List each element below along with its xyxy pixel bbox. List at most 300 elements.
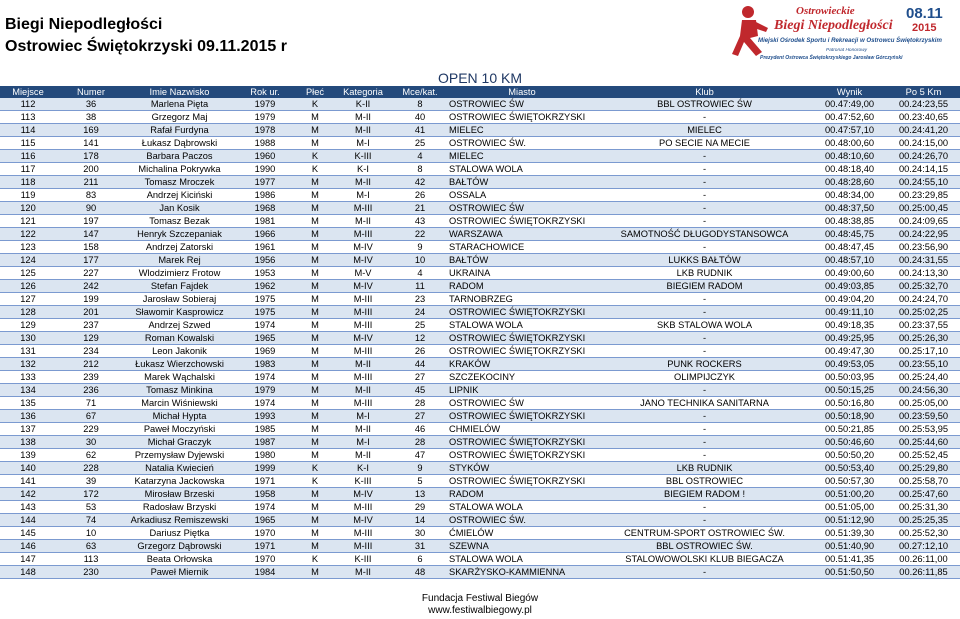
table-cell: 237 xyxy=(56,319,126,332)
table-cell: 00.25:24,40 xyxy=(887,371,960,384)
table-cell: Natalia Kwiecień xyxy=(126,462,233,475)
table-cell: 00.49:53,05 xyxy=(812,358,887,371)
table-row xyxy=(0,332,960,345)
footer-foundation: Fundacja Festiwal Biegów xyxy=(421,593,539,604)
table-cell: 120 xyxy=(0,202,56,215)
table-cell: 39 xyxy=(56,475,126,488)
table-cell: 1979 xyxy=(233,98,297,111)
table-cell: M-II xyxy=(333,384,393,397)
table-cell: LKB RUDNIK xyxy=(597,462,812,475)
table-cell: 53 xyxy=(56,501,126,514)
table-cell: Andrzej Zatorski xyxy=(126,241,233,254)
table-cell: 1969 xyxy=(233,345,297,358)
table-cell: 00.50:21,85 xyxy=(812,423,887,436)
logo-line2: Biegi Niepodległości xyxy=(774,18,893,33)
table-cell: M-III xyxy=(333,306,393,319)
table-cell: 12 xyxy=(393,332,447,345)
table-row xyxy=(0,527,960,540)
table-cell: 1975 xyxy=(233,306,297,319)
table-cell: 129 xyxy=(56,332,126,345)
table-cell: ĆMIELÓW xyxy=(447,527,597,540)
table-row xyxy=(0,176,960,189)
table-cell: - xyxy=(597,384,812,397)
table-cell: LKB RUDNIK xyxy=(597,267,812,280)
table-cell: - xyxy=(597,436,812,449)
table-cell: 00.50:46,60 xyxy=(812,436,887,449)
table-cell: OSTROWIEC ŚWIĘTOKRZYSKI xyxy=(447,436,597,449)
table-cell: RADOM xyxy=(447,488,597,501)
table-cell: - xyxy=(597,163,812,176)
table-cell: 201 xyxy=(56,306,126,319)
table-cell: K xyxy=(297,150,333,163)
table-cell: TARNOBRZEG xyxy=(447,293,597,306)
table-cell: 00.25:25,35 xyxy=(887,514,960,527)
table-cell: 1974 xyxy=(233,501,297,514)
table-cell: OLIMPIJCZYK xyxy=(597,371,812,384)
table-cell: SZCZEKOCINY xyxy=(447,371,597,384)
table-cell: M xyxy=(297,189,333,202)
table-cell: M xyxy=(297,215,333,228)
table-cell: 141 xyxy=(56,137,126,150)
logo-org: Miejski Ośrodek Sportu i Rekreacji w Ostrowcu Świętokrzyskim xyxy=(758,37,942,44)
column-header: Mce/kat. xyxy=(393,86,447,98)
table-cell: Grzegorz Maj xyxy=(126,111,233,124)
table-cell: M xyxy=(297,137,333,150)
page-subtitle: Ostrowiec Świętokrzyski 09.11.2015 r xyxy=(5,38,287,55)
table-cell: 133 xyxy=(0,371,56,384)
table-cell: - xyxy=(597,306,812,319)
table-cell: 1965 xyxy=(233,514,297,527)
table-cell: M-IV xyxy=(333,488,393,501)
table-cell: 00.51:05,00 xyxy=(812,501,887,514)
table-cell: 131 xyxy=(0,345,56,358)
table-row xyxy=(0,189,960,202)
table-row xyxy=(0,566,960,579)
table-cell: BAŁTÓW xyxy=(447,176,597,189)
table-cell: 00.51:50,50 xyxy=(812,566,887,579)
table-cell: Barbara Paczos xyxy=(126,150,233,163)
table-cell: 199 xyxy=(56,293,126,306)
table-row xyxy=(0,358,960,371)
table-cell: 116 xyxy=(0,150,56,163)
table-cell: 00.48:45,75 xyxy=(812,228,887,241)
table-cell: 117 xyxy=(0,163,56,176)
table-cell: 44 xyxy=(393,358,447,371)
table-cell: M-II xyxy=(333,566,393,579)
table-cell: M xyxy=(297,332,333,345)
table-cell: Paweł Moczyński xyxy=(126,423,233,436)
table-cell: 00.24:26,70 xyxy=(887,150,960,163)
page-title: Biegi Niepodległości xyxy=(5,16,163,33)
table-cell: 1961 xyxy=(233,241,297,254)
table-cell: 00.25:52,45 xyxy=(887,449,960,462)
table-cell: 28 xyxy=(393,436,447,449)
table-cell: 138 xyxy=(0,436,56,449)
table-cell: - xyxy=(597,215,812,228)
table-cell: 177 xyxy=(56,254,126,267)
table-cell: STARACHOWICE xyxy=(447,241,597,254)
table-cell: 00.51:39,30 xyxy=(812,527,887,540)
table-cell: 00.48:57,10 xyxy=(812,254,887,267)
table-row xyxy=(0,410,960,423)
table-cell: Tomasz Bezak xyxy=(126,215,233,228)
table-cell: 00.25:52,30 xyxy=(887,527,960,540)
table-cell: - xyxy=(597,566,812,579)
table-cell: 21 xyxy=(393,202,447,215)
table-cell: 158 xyxy=(56,241,126,254)
table-cell: M-IV xyxy=(333,241,393,254)
table-cell: 00.50:03,95 xyxy=(812,371,887,384)
table-cell: 139 xyxy=(0,449,56,462)
table-cell: M-III xyxy=(333,371,393,384)
table-cell: 00.48:38,85 xyxy=(812,215,887,228)
table-cell: 00.25:17,10 xyxy=(887,345,960,358)
table-cell: 11 xyxy=(393,280,447,293)
table-cell: 1958 xyxy=(233,488,297,501)
table-cell: 00.48:10,60 xyxy=(812,150,887,163)
table-cell: Dariusz Piętka xyxy=(126,527,233,540)
table-cell: 1990 xyxy=(233,163,297,176)
table-cell: M xyxy=(297,397,333,410)
table-cell: 228 xyxy=(56,462,126,475)
table-cell: 172 xyxy=(56,488,126,501)
table-cell: - xyxy=(597,293,812,306)
table-cell: KRAKÓW xyxy=(447,358,597,371)
table-cell: 00.49:11,10 xyxy=(812,306,887,319)
table-cell: 13 xyxy=(393,488,447,501)
table-cell: BBL OSTROWIEC ŚW xyxy=(597,98,812,111)
table-cell: K-III xyxy=(333,475,393,488)
table-cell: Przemysław Dyjewski xyxy=(126,449,233,462)
table-cell: 126 xyxy=(0,280,56,293)
table-cell: MIELEC xyxy=(447,150,597,163)
table-cell: 4 xyxy=(393,267,447,280)
table-cell: 1980 xyxy=(233,449,297,462)
table-cell: 169 xyxy=(56,124,126,137)
table-cell: LIPNIK xyxy=(447,384,597,397)
table-cell: 1988 xyxy=(233,137,297,150)
table-cell: M-II xyxy=(333,124,393,137)
table-cell: 5 xyxy=(393,475,447,488)
table-row xyxy=(0,553,960,566)
table-row xyxy=(0,163,960,176)
table-cell: M-III xyxy=(333,397,393,410)
table-cell: 83 xyxy=(56,189,126,202)
table-cell: 4 xyxy=(393,150,447,163)
table-cell: 00.23:29,85 xyxy=(887,189,960,202)
table-cell: 22 xyxy=(393,228,447,241)
table-cell: - xyxy=(597,332,812,345)
table-cell: 00.50:18,90 xyxy=(812,410,887,423)
table-row xyxy=(0,150,960,163)
table-cell: 28 xyxy=(393,397,447,410)
table-cell: 00.50:53,40 xyxy=(812,462,887,475)
table-cell: Łukasz Dąbrowski xyxy=(126,137,233,150)
table-cell: 00.25:02,25 xyxy=(887,306,960,319)
table-cell: 212 xyxy=(56,358,126,371)
table-cell: 00.51:41,35 xyxy=(812,553,887,566)
table-cell: K-III xyxy=(333,553,393,566)
table-cell: 23 xyxy=(393,293,447,306)
table-cell: 122 xyxy=(0,228,56,241)
column-header: Imie Nazwisko xyxy=(126,86,233,98)
logo-patron: Prezydent Ostrowca Świętokrzyskiego Jarosław Górczyński xyxy=(760,55,903,61)
table-cell: 00.25:53,95 xyxy=(887,423,960,436)
table-cell: 1966 xyxy=(233,228,297,241)
table-cell: Michał Graczyk xyxy=(126,436,233,449)
table-cell: 1953 xyxy=(233,267,297,280)
logo-date: 08.11 xyxy=(906,5,943,22)
table-cell: 00.49:47,30 xyxy=(812,345,887,358)
table-row xyxy=(0,540,960,553)
logo-year: 2015 xyxy=(912,22,937,34)
results-table xyxy=(0,86,960,579)
table-cell: BBL OSTROWIEC xyxy=(597,475,812,488)
table-cell: K xyxy=(297,98,333,111)
table-cell: 30 xyxy=(56,436,126,449)
table-cell: M xyxy=(297,228,333,241)
table-cell: 46 xyxy=(393,423,447,436)
table-row xyxy=(0,488,960,501)
table-cell: MIELEC xyxy=(597,124,812,137)
page-header xyxy=(5,14,287,58)
table-cell: M xyxy=(297,293,333,306)
table-cell: K xyxy=(297,163,333,176)
table-row xyxy=(0,254,960,267)
table-cell: M xyxy=(297,241,333,254)
table-row xyxy=(0,228,960,241)
table-cell: 45 xyxy=(393,384,447,397)
table-row xyxy=(0,345,960,358)
table-cell: 1970 xyxy=(233,553,297,566)
table-cell: 00.48:34,00 xyxy=(812,189,887,202)
table-row xyxy=(0,436,960,449)
column-header: Miasto xyxy=(447,86,597,98)
table-cell: M xyxy=(297,124,333,137)
table-cell: 00.25:32,70 xyxy=(887,280,960,293)
table-cell: 1956 xyxy=(233,254,297,267)
table-cell: 147 xyxy=(56,228,126,241)
table-cell: - xyxy=(597,202,812,215)
table-cell: M-II xyxy=(333,215,393,228)
table-cell: 236 xyxy=(56,384,126,397)
table-cell: 00.25:29,80 xyxy=(887,462,960,475)
table-cell: M-I xyxy=(333,436,393,449)
table-cell: M-I xyxy=(333,189,393,202)
table-cell: 26 xyxy=(393,189,447,202)
table-cell: 230 xyxy=(56,566,126,579)
table-cell: 1987 xyxy=(233,436,297,449)
table-cell: 00.24:09,65 xyxy=(887,215,960,228)
table-cell: 1960 xyxy=(233,150,297,163)
table-cell: 00.25:44,60 xyxy=(887,436,960,449)
table-cell: Mirosław Brzeski xyxy=(126,488,233,501)
table-cell: M xyxy=(297,267,333,280)
table-cell: 00.51:00,20 xyxy=(812,488,887,501)
table-cell: 229 xyxy=(56,423,126,436)
table-cell: Katarzyna Jackowska xyxy=(126,475,233,488)
table-cell: 148 xyxy=(0,566,56,579)
table-cell: 137 xyxy=(0,423,56,436)
table-cell: 143 xyxy=(0,501,56,514)
table-cell: 25 xyxy=(393,137,447,150)
table-cell: 1977 xyxy=(233,176,297,189)
table-cell: 30 xyxy=(393,527,447,540)
table-cell: 00.50:16,80 xyxy=(812,397,887,410)
runner-icon xyxy=(732,6,768,56)
table-cell: 36 xyxy=(56,98,126,111)
table-cell: - xyxy=(597,189,812,202)
table-cell: M-III xyxy=(333,345,393,358)
table-cell: 239 xyxy=(56,371,126,384)
table-row xyxy=(0,202,960,215)
table-cell: 00.24:23,55 xyxy=(887,98,960,111)
table-cell: 29 xyxy=(393,501,447,514)
table-row xyxy=(0,215,960,228)
table-cell: OSTROWIEC ŚW xyxy=(447,202,597,215)
table-cell: 42 xyxy=(393,176,447,189)
table-cell: M xyxy=(297,111,333,124)
table-cell: 140 xyxy=(0,462,56,475)
table-cell: Arkadiusz Remiszewski xyxy=(126,514,233,527)
table-cell: 8 xyxy=(393,163,447,176)
table-cell: - xyxy=(597,150,812,163)
table-cell: M-III xyxy=(333,293,393,306)
table-cell: 27 xyxy=(393,410,447,423)
table-cell: BIEGIEM RADOM xyxy=(597,280,812,293)
table-cell: - xyxy=(597,241,812,254)
table-cell: CENTRUM-SPORT OSTROWIEC ŚW. xyxy=(597,527,812,540)
table-cell: UKRAINA xyxy=(447,267,597,280)
table-cell: 127 xyxy=(0,293,56,306)
table-cell: M xyxy=(297,527,333,540)
table-cell: M xyxy=(297,501,333,514)
table-cell: Andrzej Szwed xyxy=(126,319,233,332)
table-cell: 27 xyxy=(393,371,447,384)
table-cell: Beata Orłowska xyxy=(126,553,233,566)
table-cell: OSTROWIEC ŚWIĘTOKRZYSKI xyxy=(447,410,597,423)
table-row xyxy=(0,241,960,254)
footer-website: www.festiwalbiegowy.pl xyxy=(428,605,532,616)
table-cell: M-I xyxy=(333,137,393,150)
table-cell: M xyxy=(297,202,333,215)
table-cell: 00.51:12,90 xyxy=(812,514,887,527)
table-cell: Tomasz Minkina xyxy=(126,384,233,397)
table-cell: 113 xyxy=(0,111,56,124)
table-cell: 115 xyxy=(0,137,56,150)
table-cell: - xyxy=(597,410,812,423)
table-cell: 00.27:12,10 xyxy=(887,540,960,553)
table-row xyxy=(0,111,960,124)
table-cell: 38 xyxy=(56,111,126,124)
table-row xyxy=(0,384,960,397)
table-cell: M xyxy=(297,449,333,462)
table-cell: OSTROWIEC ŚW xyxy=(447,397,597,410)
logo-patron-label: Patronat Honorowy xyxy=(826,48,868,53)
table-cell: K xyxy=(297,462,333,475)
table-cell: K xyxy=(297,553,333,566)
table-cell: 63 xyxy=(56,540,126,553)
table-cell: 00.48:28,60 xyxy=(812,176,887,189)
table-cell: LUKKS BAŁTÓW xyxy=(597,254,812,267)
table-cell: 00.49:18,35 xyxy=(812,319,887,332)
table-cell: M xyxy=(297,436,333,449)
table-cell: SAMOTNOŚĆ DŁUGODYSTANSOWCA xyxy=(597,228,812,241)
table-cell: 47 xyxy=(393,449,447,462)
table-cell: 10 xyxy=(393,254,447,267)
table-row xyxy=(0,124,960,137)
table-cell: M xyxy=(297,280,333,293)
table-cell: 242 xyxy=(56,280,126,293)
table-cell: 24 xyxy=(393,306,447,319)
table-cell: - xyxy=(597,501,812,514)
table-cell: 00.49:00,60 xyxy=(812,267,887,280)
column-header: Numer xyxy=(56,86,126,98)
table-cell: Rafał Furdyna xyxy=(126,124,233,137)
table-cell: 10 xyxy=(56,527,126,540)
table-cell: 43 xyxy=(393,215,447,228)
table-cell: M-IV xyxy=(333,254,393,267)
table-cell: K-I xyxy=(333,462,393,475)
table-cell: Marlena Pięta xyxy=(126,98,233,111)
table-cell: Paweł Miernik xyxy=(126,566,233,579)
table-cell: M-III xyxy=(333,540,393,553)
table-cell: M xyxy=(297,176,333,189)
table-cell: 134 xyxy=(0,384,56,397)
table-cell: OSTROWIEC ŚWIĘTOKRZYSKI xyxy=(447,332,597,345)
table-cell: Radosław Brzyski xyxy=(126,501,233,514)
table-cell: 00.24:55,10 xyxy=(887,176,960,189)
table-cell: M-II xyxy=(333,176,393,189)
table-cell: 71 xyxy=(56,397,126,410)
table-row xyxy=(0,267,960,280)
table-cell: K-III xyxy=(333,150,393,163)
table-cell: M-II xyxy=(333,358,393,371)
table-cell: 00.49:03,85 xyxy=(812,280,887,293)
table-cell: 141 xyxy=(0,475,56,488)
table-cell: 00.23:59,50 xyxy=(887,410,960,423)
table-cell: STALOWOWOLSKI KLUB BIEGACZA xyxy=(597,553,812,566)
table-cell: 113 xyxy=(56,553,126,566)
table-row xyxy=(0,98,960,111)
table-cell: 200 xyxy=(56,163,126,176)
table-cell: OSTROWIEC ŚW. xyxy=(447,514,597,527)
table-row xyxy=(0,423,960,436)
table-cell: Andrzej Kiciński xyxy=(126,189,233,202)
table-cell: OSTROWIEC ŚWIĘTOKRZYSKI xyxy=(447,111,597,124)
table-cell: 00.48:37,50 xyxy=(812,202,887,215)
table-row xyxy=(0,501,960,514)
table-cell: 00.50:15,25 xyxy=(812,384,887,397)
table-cell: Grzegorz Dąbrowski xyxy=(126,540,233,553)
table-cell: 118 xyxy=(0,176,56,189)
table-cell: 00.51:40,90 xyxy=(812,540,887,553)
table-cell: Henryk Szczepaniak xyxy=(126,228,233,241)
table-cell: 1970 xyxy=(233,527,297,540)
column-header: Kategoria xyxy=(333,86,393,98)
table-cell: BBL OSTROWIEC ŚW. xyxy=(597,540,812,553)
table-cell: 135 xyxy=(0,397,56,410)
table-cell: SKARŻYSKO-KAMMIENNA xyxy=(447,566,597,579)
table-cell: Michał Hypta xyxy=(126,410,233,423)
table-cell: 00.25:47,60 xyxy=(887,488,960,501)
table-cell: M xyxy=(297,514,333,527)
column-header: Po 5 Km xyxy=(887,86,960,98)
table-cell: 1962 xyxy=(233,280,297,293)
table-cell: Marek Wąchalski xyxy=(126,371,233,384)
table-cell: STYKÓW xyxy=(447,462,597,475)
table-cell: 1974 xyxy=(233,319,297,332)
